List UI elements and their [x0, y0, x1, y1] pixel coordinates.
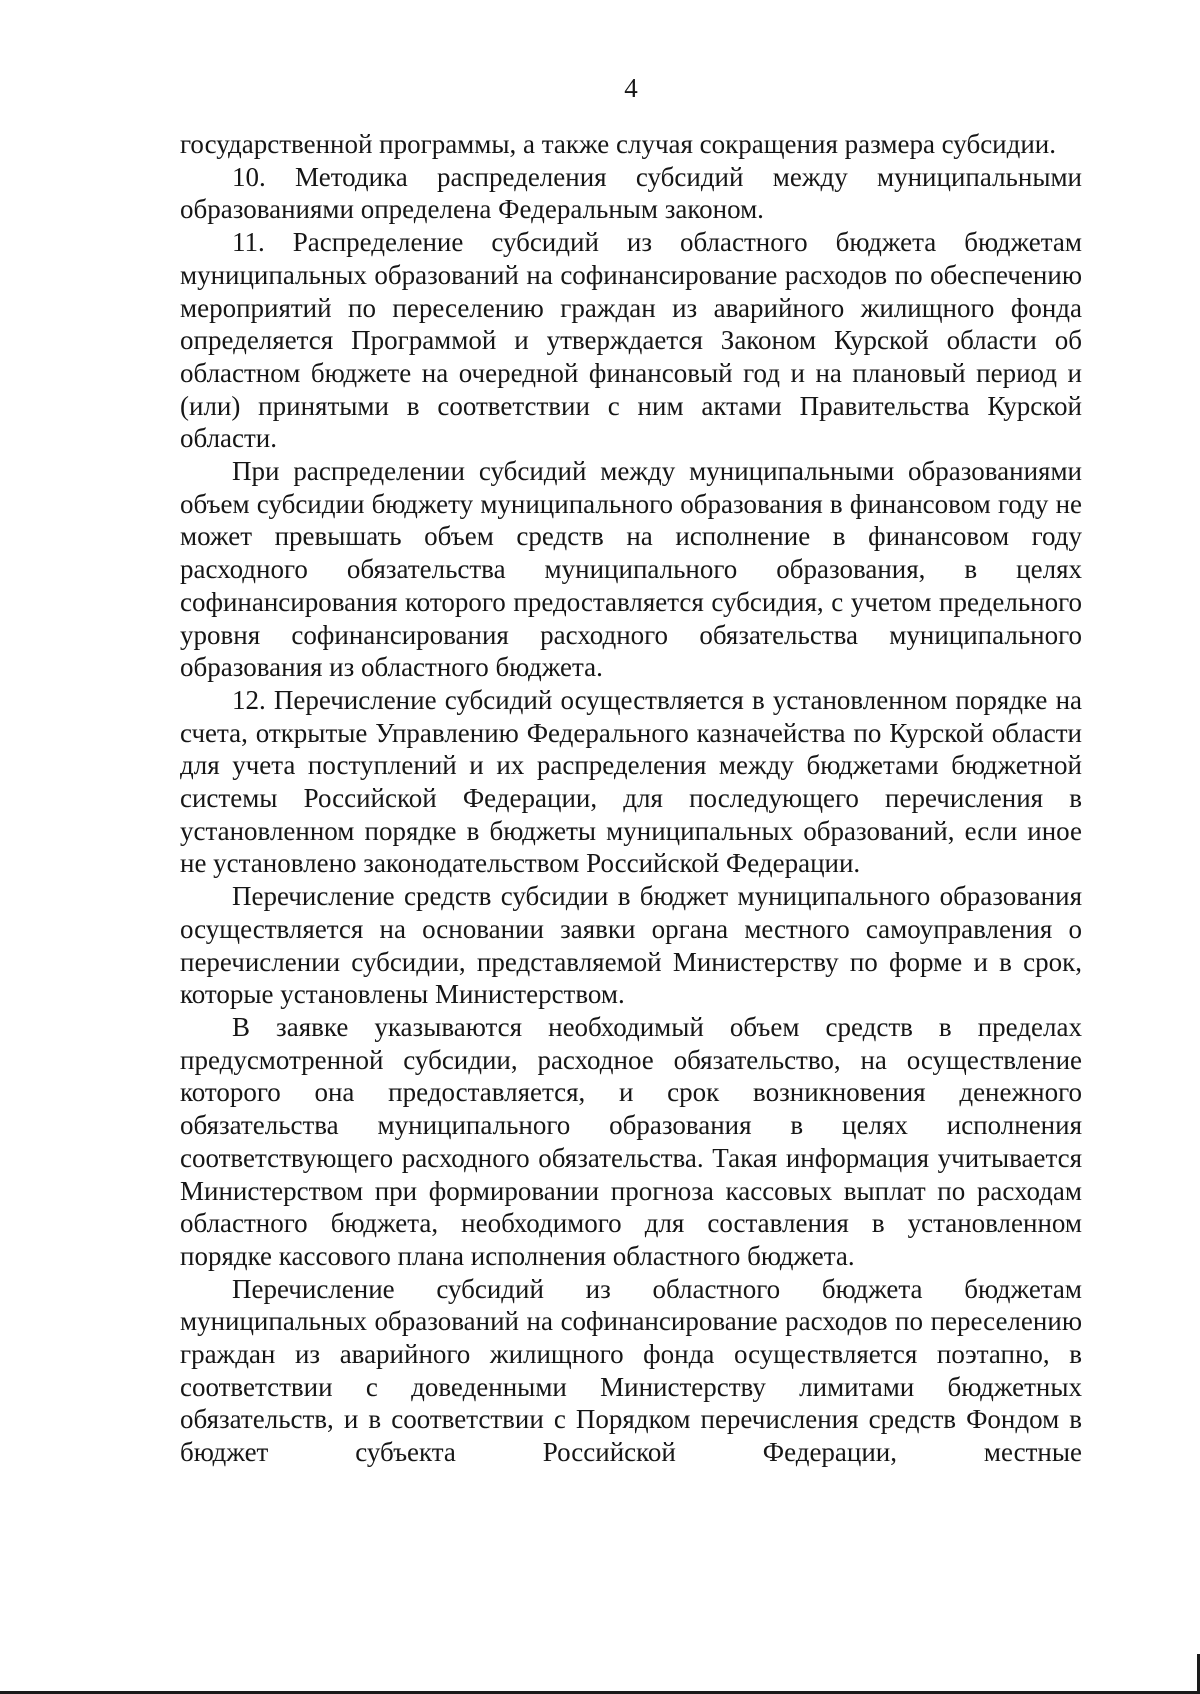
document-body	[180, 128, 1082, 1469]
page-number: 4	[624, 73, 638, 103]
paragraph-staged-transfer: Перечисление субсидий из областного бюджета бюджетам муниципальных образований на софинансирование расходов по переселению граждан из аварийного жилищного фонда осуществляется поэтапно, в соответствии с доведенными Министерству лимитами бюджетных обязательств, и в соответствии с Порядком перечисления средств Фондом в бюджет субъекта Российской Федерации, местные	[180, 1273, 1082, 1468]
paragraph-item-10: 10. Методика распределения субсидий между муниципальными образованиями определена Федеральным законом.	[180, 161, 1082, 225]
paragraph-item-12: 12. Перечисление субсидий осуществляется в установленном порядке на счета, открытые Управлению Федерального казначейства по Курской области для учета поступлений и их распределения между бюджетами бюджетной системы Российской Федерации, для последующего перечисления в установленном порядке в бюджеты муниципальных образований, если иное не установлено законодательством Российской Федерации.	[180, 684, 1082, 879]
paragraph-request-contents: В заявке указываются необходимый объем средств в пределах предусмотренной субсидии, расходное обязательство, на осуществление которого она предоставляется, и срок возникновения денежного обязательства муниципального образования в целях исполнения соответствующего расходного обязательства. Такая информация учитывается Министерством при формировании прогноза кассовых выплат по расходам областного бюджета, необходимого для составления в установленном порядке кассового плана исполнения областного бюджета.	[180, 1011, 1082, 1271]
paragraph-item-11: 11. Распределение субсидий из областного бюджета бюджетам муниципальных образований на софинансирование расходов по обеспечению мероприятий по переселению граждан из аварийного жилищного фонда определяется Программой и утверждается Законом Курской области об областном бюджете на очередной финансовый год и на плановый период и (или) принятыми в соответствии с ним актами Правительства Курской области.	[180, 227, 1082, 454]
paragraph-transfer-request: Перечисление средств субсидии в бюджет муниципального образования осуществляется на основании заявки органа местного самоуправления о перечислении субсидии, представляемой Министерству по форме и в срок, которые установлены Министерством.	[180, 881, 1082, 1010]
paragraph-continuation: государственной программы, а также случая сокращения размера субсидии.	[180, 129, 1057, 159]
paragraph-distribution-limit: При распределении субсидий между муниципальными образованиями объем субсидии бюджету муниципального образования в финансовом году не может превышать объем средств на исполнение в финансовом году расходного обязательства муниципального образования, в целях софинансирования которого предоставляется субсидия, с учетом предельного уровня софинансирования расходного обязательства муниципального образования из областного бюджета.	[180, 456, 1082, 683]
